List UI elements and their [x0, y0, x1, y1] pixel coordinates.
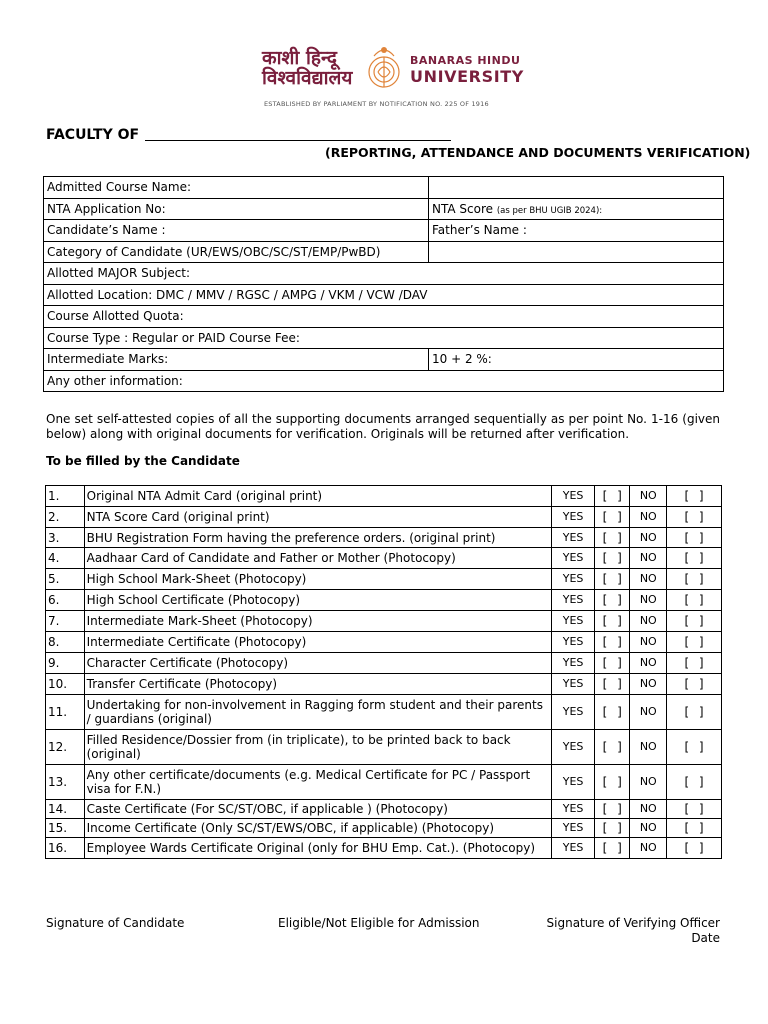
- checklist-row: [46, 486, 722, 507]
- yes-checkbox[interactable]: [ ]: [594, 838, 630, 859]
- hindi-line-1: काशी हिन्दू: [262, 47, 337, 69]
- yes-label: YES: [552, 800, 595, 819]
- form-subtitle: (REPORTING, ATTENDANCE AND DOCUMENTS VERIFICATION): [325, 145, 751, 160]
- item-number: 11.: [46, 695, 85, 730]
- yes-checkbox[interactable]: [ ]: [594, 765, 630, 800]
- candidate-name-label: Candidate’s Name :: [44, 220, 429, 242]
- faculty-field: [46, 127, 451, 143]
- yes-checkbox[interactable]: [ ]: [594, 674, 630, 695]
- no-checkbox[interactable]: [ ]: [667, 838, 722, 859]
- candidate-info-table: [43, 176, 724, 392]
- no-label: NO: [630, 528, 667, 548]
- yes-label: YES: [552, 674, 595, 695]
- checklist-row: [46, 695, 722, 730]
- item-number: 5.: [46, 569, 85, 590]
- yes-checkbox[interactable]: [ ]: [594, 590, 630, 611]
- no-checkbox[interactable]: [ ]: [667, 590, 722, 611]
- checklist-row: [46, 611, 722, 632]
- checklist-row: [46, 819, 722, 838]
- university-name: [410, 54, 524, 86]
- father-name-label: Father’s Name :: [429, 220, 724, 242]
- signature-officer: Signature of Verifying Officer: [546, 916, 720, 930]
- yes-label: YES: [552, 507, 595, 528]
- faculty-label: FACULTY OF: [46, 127, 140, 143]
- yes-checkbox[interactable]: [ ]: [594, 730, 630, 765]
- yes-label: YES: [552, 590, 595, 611]
- checklist-row: [46, 507, 722, 528]
- no-label: NO: [630, 765, 667, 800]
- course-type-label: Course Type : Regular or PAID Course Fee:: [44, 327, 724, 349]
- no-label: NO: [630, 838, 667, 859]
- fill-heading: To be filled by the Candidate: [46, 454, 240, 468]
- item-number: 6.: [46, 590, 85, 611]
- info-row: [44, 198, 724, 220]
- yes-label: YES: [552, 730, 595, 765]
- intermediate-marks-label: Intermediate Marks:: [44, 349, 429, 371]
- eligibility-label: Eligible/Not Eligible for Admission: [278, 916, 480, 930]
- yes-label: YES: [552, 569, 595, 590]
- no-checkbox[interactable]: [ ]: [667, 548, 722, 569]
- no-checkbox[interactable]: [ ]: [667, 486, 722, 507]
- yes-label: YES: [552, 528, 595, 548]
- checklist-row: [46, 800, 722, 819]
- checklist-row: [46, 653, 722, 674]
- item-description: Character Certificate (Photocopy): [84, 653, 552, 674]
- yes-checkbox[interactable]: [ ]: [594, 548, 630, 569]
- checklist-row: [46, 632, 722, 653]
- hindi-line-2: विश्वविद्यालय: [262, 67, 353, 89]
- signature-officer-block: [547, 916, 720, 946]
- checklist-row: [46, 528, 722, 548]
- info-row: [44, 220, 724, 242]
- checklist-row: [46, 838, 722, 859]
- yes-label: YES: [552, 653, 595, 674]
- established-note: ESTABLISHED BY PARLIAMENT BY NOTIFICATION NO. 225 OF 1916: [264, 100, 489, 108]
- no-label: NO: [630, 611, 667, 632]
- yes-checkbox[interactable]: [ ]: [594, 695, 630, 730]
- item-description: Intermediate Mark-Sheet (Photocopy): [84, 611, 552, 632]
- no-label: NO: [630, 548, 667, 569]
- info-row: [44, 263, 724, 285]
- item-description: Any other certificate/documents (e.g. Medical Certificate for PC / Passport visa for F.N.): [84, 765, 552, 800]
- item-number: 12.: [46, 730, 85, 765]
- major-subject-label: Allotted MAJOR Subject:: [44, 263, 724, 285]
- yes-label: YES: [552, 486, 595, 507]
- item-description: Employee Wards Certificate Original (only for BHU Emp. Cat.). (Photocopy): [84, 838, 552, 859]
- quota-label: Course Allotted Quota:: [44, 306, 724, 328]
- yes-checkbox[interactable]: [ ]: [594, 507, 630, 528]
- admitted-course-value: [429, 177, 724, 199]
- no-label: NO: [630, 486, 667, 507]
- hindi-wordmark: [262, 48, 352, 88]
- no-checkbox[interactable]: [ ]: [667, 800, 722, 819]
- other-info-label: Any other information:: [44, 370, 724, 392]
- no-label: NO: [630, 507, 667, 528]
- item-number: 15.: [46, 819, 85, 838]
- info-row: [44, 306, 724, 328]
- no-checkbox[interactable]: [ ]: [667, 819, 722, 838]
- yes-checkbox[interactable]: [ ]: [594, 528, 630, 548]
- checklist-row: [46, 569, 722, 590]
- yes-label: YES: [552, 765, 595, 800]
- university-header: [262, 40, 522, 112]
- no-label: NO: [630, 674, 667, 695]
- item-description: Aadhaar Card of Candidate and Father or Mother (Photocopy): [84, 548, 552, 569]
- item-description: BHU Registration Form having the preference orders. (original print): [84, 528, 552, 548]
- info-row: [44, 327, 724, 349]
- item-description: High School Certificate (Photocopy): [84, 590, 552, 611]
- university-name-line-2: UNIVERSITY: [410, 67, 524, 86]
- instructions-paragraph: One set self-attested copies of all the supporting documents arranged sequentially as per point No. 1-16 (given below) along with original documents for verification. Originals will be returned after verification.: [46, 412, 720, 441]
- no-label: NO: [630, 730, 667, 765]
- no-checkbox[interactable]: [ ]: [667, 611, 722, 632]
- no-label: NO: [630, 819, 667, 838]
- info-row: [44, 370, 724, 392]
- no-checkbox[interactable]: [ ]: [667, 569, 722, 590]
- nta-score-label: NTA Score: [432, 201, 494, 216]
- no-label: NO: [630, 653, 667, 674]
- category-label: Category of Candidate (UR/EWS/OBC/SC/ST/EMP/PwBD): [44, 241, 429, 263]
- yes-label: YES: [552, 632, 595, 653]
- yes-checkbox[interactable]: [ ]: [594, 653, 630, 674]
- item-number: 16.: [46, 838, 85, 859]
- yes-label: YES: [552, 548, 595, 569]
- checklist-row: [46, 548, 722, 569]
- no-checkbox[interactable]: [ ]: [667, 653, 722, 674]
- item-number: 2.: [46, 507, 85, 528]
- nta-score-note: (as per BHU UGIB 2024):: [496, 205, 603, 216]
- category-value: [429, 241, 724, 263]
- item-number: 1.: [46, 486, 85, 507]
- yes-checkbox[interactable]: [ ]: [594, 569, 630, 590]
- item-description: Caste Certificate (For SC/ST/OBC, if applicable ) (Photocopy): [84, 800, 552, 819]
- item-number: 7.: [46, 611, 85, 632]
- signature-candidate: Signature of Candidate: [46, 916, 185, 930]
- info-row: [44, 241, 724, 263]
- yes-label: YES: [552, 838, 595, 859]
- checklist-row: [46, 674, 722, 695]
- no-checkbox[interactable]: [ ]: [667, 674, 722, 695]
- yes-checkbox[interactable]: [ ]: [594, 800, 630, 819]
- no-label: NO: [630, 695, 667, 730]
- nta-score-cell: [429, 198, 724, 220]
- item-description: Filled Residence/Dossier from (in triplicate), to be printed back to back (original): [84, 730, 552, 765]
- info-row: [44, 284, 724, 306]
- item-number: 9.: [46, 653, 85, 674]
- item-number: 4.: [46, 548, 85, 569]
- checklist-row: [46, 730, 722, 765]
- no-checkbox[interactable]: [ ]: [667, 507, 722, 528]
- item-number: 14.: [46, 800, 85, 819]
- admitted-course-label: Admitted Course Name:: [44, 177, 429, 199]
- nta-application-label: NTA Application No:: [44, 198, 429, 220]
- yes-label: YES: [552, 611, 595, 632]
- no-checkbox[interactable]: [ ]: [667, 730, 722, 765]
- yes-checkbox[interactable]: [ ]: [594, 819, 630, 838]
- university-name-line-1: BANARAS HINDU: [410, 54, 521, 67]
- item-description: Intermediate Certificate (Photocopy): [84, 632, 552, 653]
- item-number: 3.: [46, 528, 85, 548]
- no-checkbox[interactable]: [ ]: [667, 632, 722, 653]
- allotted-location-label: Allotted Location: DMC / MMV / RGSC / AMPG / VKM / VCW /DAV: [44, 284, 724, 306]
- item-description: Income Certificate (Only SC/ST/EWS/OBC, if applicable) (Photocopy): [84, 819, 552, 838]
- bhu-seal-icon: [366, 42, 402, 96]
- no-label: NO: [630, 800, 667, 819]
- item-number: 8.: [46, 632, 85, 653]
- item-number: 13.: [46, 765, 85, 800]
- yes-checkbox[interactable]: [ ]: [594, 611, 630, 632]
- no-label: NO: [630, 632, 667, 653]
- yes-label: YES: [552, 819, 595, 838]
- item-description: High School Mark-Sheet (Photocopy): [84, 569, 552, 590]
- item-description: Undertaking for non-involvement in Ragging form student and their parents / guardians (original): [84, 695, 552, 730]
- item-number: 10.: [46, 674, 85, 695]
- yes-label: YES: [552, 695, 595, 730]
- faculty-blank-line: [145, 140, 451, 141]
- item-description: Transfer Certificate (Photocopy): [84, 674, 552, 695]
- info-row: [44, 349, 724, 371]
- yes-checkbox[interactable]: [ ]: [594, 632, 630, 653]
- yes-checkbox[interactable]: [ ]: [594, 486, 630, 507]
- checklist-row: [46, 765, 722, 800]
- no-checkbox[interactable]: [ ]: [667, 528, 722, 548]
- no-checkbox[interactable]: [ ]: [667, 695, 722, 730]
- date-label: Date: [691, 931, 720, 945]
- no-label: NO: [630, 590, 667, 611]
- item-description: NTA Score Card (original print): [84, 507, 552, 528]
- item-description: Original NTA Admit Card (original print): [84, 486, 552, 507]
- no-label: NO: [630, 569, 667, 590]
- ten-plus-two-label: 10 + 2 %:: [429, 349, 724, 371]
- documents-checklist-table: [45, 485, 722, 859]
- info-row: [44, 177, 724, 199]
- checklist-row: [46, 590, 722, 611]
- no-checkbox[interactable]: [ ]: [667, 765, 722, 800]
